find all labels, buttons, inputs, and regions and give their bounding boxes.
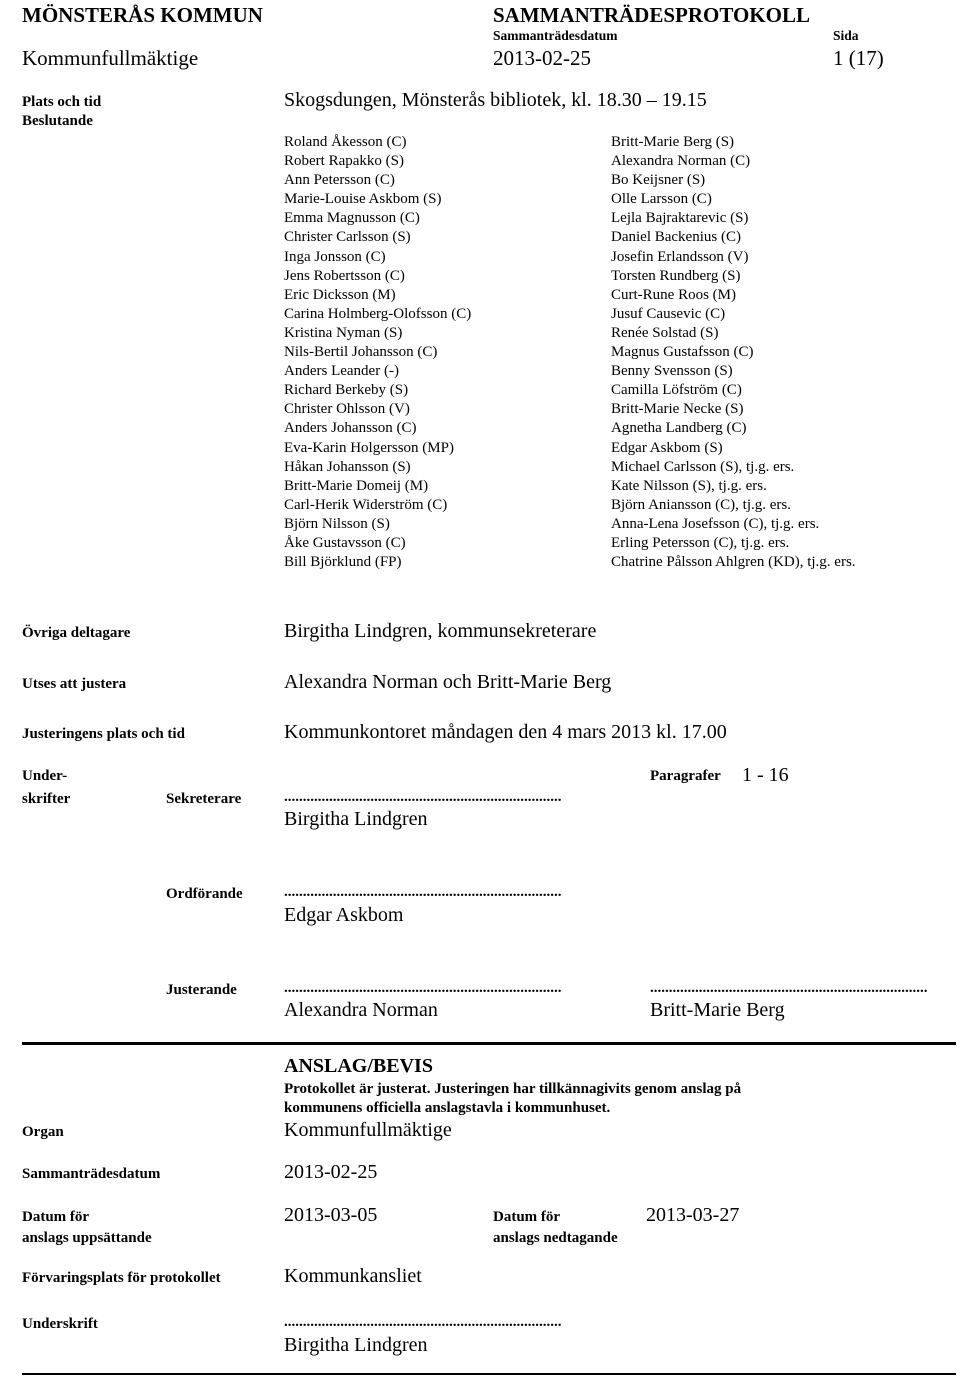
others-value: Birgitha Lindgren, kommunsekreterare (284, 620, 597, 642)
page-number: 1 (17) (833, 46, 884, 70)
removed-label-1: Datum för (493, 1209, 561, 1225)
member-name: Lejla Bajraktarevic (S) (611, 210, 749, 227)
municipality-name: MÖNSTERÅS KOMMUN (22, 3, 263, 27)
member-name: Daniel Backenius (C) (611, 229, 741, 246)
removed-value: 2013-03-27 (646, 1204, 740, 1226)
member-name: Inga Jonsson (C) (284, 248, 386, 265)
member-name: Ann Petersson (C) (284, 172, 395, 189)
member-name: Magnus Gustafsson (C) (611, 344, 754, 361)
member-name: Anders Johansson (C) (284, 420, 417, 437)
removed-label-2: anslags nedtagande (493, 1230, 618, 1246)
chair-signature-line: .......................................................................... (284, 884, 562, 900)
member-name: Britt-Marie Necke (S) (611, 401, 744, 418)
signature-label: Underskrift (22, 1316, 98, 1332)
member-name: Edgar Askbom (S) (611, 439, 723, 456)
signature-name: Birgitha Lindgren (284, 1334, 428, 1356)
adjuster2-name: Britt-Marie Berg (650, 999, 785, 1021)
member-name: Marie-Louise Askbom (S) (284, 191, 442, 208)
members-right-list (611, 133, 856, 572)
page-label: Sida (833, 28, 859, 43)
place-label: Plats och tid (22, 94, 102, 110)
member-name: Michael Carlsson (S), tj.g. ers. (611, 458, 795, 475)
posted-label-1: Datum för (22, 1209, 90, 1225)
member-name: Eric Dicksson (M) (284, 286, 396, 303)
member-name: Torsten Rundberg (S) (611, 267, 741, 284)
meeting-date: 2013-02-25 (493, 46, 591, 70)
notice-divider (22, 1042, 956, 1045)
posted-label-2: anslags uppsättande (22, 1230, 152, 1246)
decision-makers-label: Beslutande (22, 113, 93, 129)
member-name: Bill Björklund (FP) (284, 554, 402, 571)
member-name: Robert Rapakko (S) (284, 153, 404, 170)
member-name: Josefin Erlandsson (V) (611, 248, 749, 265)
bottom-border (22, 1373, 956, 1375)
organ-name: Kommunfullmäktige (22, 46, 199, 70)
member-name: Jens Robertsson (C) (284, 267, 405, 284)
secretary-label: Sekreterare (166, 791, 242, 807)
notice-organ-value: Kommunfullmäktige (284, 1119, 452, 1141)
member-name: Bo Keijsner (S) (611, 172, 706, 189)
adjuster1-name: Alexandra Norman (284, 999, 438, 1021)
adjuster1-signature-line: .......................................................................... (284, 980, 562, 996)
paragraphs-value: 1 - 16 (742, 764, 789, 786)
member-name: Curt-Rune Roos (M) (611, 286, 736, 303)
place-value: Skogsdungen, Mönsterås bibliotek, kl. 18.30 – 19.15 (284, 89, 707, 111)
member-name: Eva-Karin Holgersson (MP) (284, 439, 454, 456)
paragraphs-label: Paragrafer (650, 768, 721, 784)
member-name: Anders Leander (-) (284, 363, 399, 380)
member-name: Kristina Nyman (S) (284, 324, 403, 341)
adjust-place-value: Kommunkontoret måndagen den 4 mars 2013 kl. 17.00 (284, 721, 727, 743)
protocol-title: SAMMANTRÄDESPROTOKOLL (493, 3, 810, 27)
member-name: Christer Carlsson (S) (284, 229, 411, 246)
member-name: Agnetha Landberg (C) (611, 420, 747, 437)
member-name: Benny Svensson (S) (611, 363, 733, 380)
member-name: Åke Gustavsson (C) (284, 534, 406, 551)
member-name: Renée Solstad (S) (611, 324, 719, 341)
adjust-place-label: Justeringens plats och tid (22, 726, 185, 742)
adjust-value: Alexandra Norman och Britt-Marie Berg (284, 671, 612, 693)
adjuster2-signature-line: .......................................................................... (650, 980, 928, 996)
member-name: Chatrine Pålsson Ahlgren (KD), tj.g. ers. (611, 554, 856, 571)
member-name: Nils-Bertil Johansson (C) (284, 344, 438, 361)
member-name: Olle Larsson (C) (611, 191, 712, 208)
member-name: Emma Magnusson (C) (284, 210, 420, 227)
member-name: Alexandra Norman (C) (611, 153, 751, 170)
member-name: Britt-Marie Berg (S) (611, 134, 735, 150)
adjuster-label: Justerande (166, 982, 237, 998)
storage-label: Förvaringsplats för protokollet (22, 1270, 221, 1286)
member-name: Carina Holmberg-Olofsson (C) (284, 305, 472, 322)
member-name: Björn Nilsson (S) (284, 515, 390, 532)
notice-organ-label: Organ (22, 1124, 64, 1140)
secretary-name: Birgitha Lindgren (284, 808, 428, 830)
member-name: Richard Berkeby (S) (284, 382, 409, 399)
posted-value: 2013-03-05 (284, 1204, 378, 1226)
members-left-list (284, 133, 471, 572)
chair-name: Edgar Askbom (284, 904, 404, 926)
notice-title: ANSLAG/BEVIS (284, 1055, 433, 1077)
member-name: Roland Åkesson (C) (284, 134, 407, 150)
others-label: Övriga deltagare (22, 625, 131, 641)
member-name: Christer Ohlsson (V) (284, 401, 410, 418)
member-name: Håkan Johansson (S) (284, 458, 411, 475)
skrifter-label: skrifter (22, 791, 71, 807)
notice-date-label: Sammanträdesdatum (22, 1166, 161, 1182)
member-name: Britt-Marie Domeij (M) (284, 477, 429, 494)
signature-line: .......................................................................... (284, 1314, 562, 1330)
notice-text-2: kommunens officiella anslagstavla i kommunhuset. (284, 1100, 611, 1116)
secretary-signature-line: .......................................................................... (284, 789, 562, 805)
member-name: Camilla Löfström (C) (611, 382, 742, 399)
member-name: Björn Aniansson (C), tj.g. ers. (611, 496, 791, 513)
adjust-label: Utses att justera (22, 676, 127, 692)
notice-date-value: 2013-02-25 (284, 1161, 378, 1183)
member-name: Kate Nilsson (S), tj.g. ers. (611, 477, 767, 494)
notice-text-1: Protokollet är justerat. Justeringen har tillkännagivits genom anslag på (284, 1081, 742, 1097)
chair-label: Ordförande (166, 886, 243, 902)
member-name: Erling Petersson (C), tj.g. ers. (611, 534, 790, 551)
member-name: Carl-Herik Widerström (C) (284, 496, 448, 513)
date-label: Sammanträdesdatum (493, 28, 618, 43)
under-label: Under- (22, 768, 68, 784)
storage-value: Kommunkansliet (284, 1265, 422, 1287)
member-name: Anna-Lena Josefsson (C), tj.g. ers. (611, 515, 820, 532)
member-name: Jusuf Causevic (C) (611, 305, 726, 322)
